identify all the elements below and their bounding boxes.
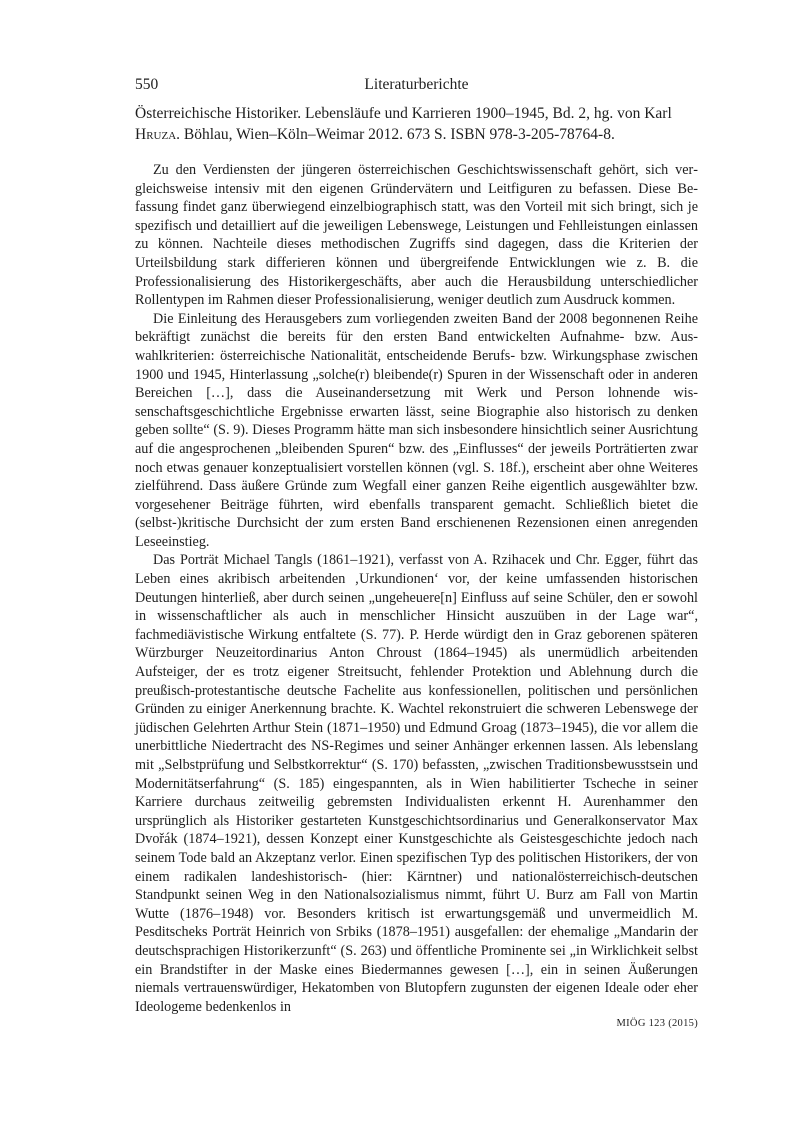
page-header bbox=[135, 76, 698, 98]
citation-publication: . Böhlau, Wien–Köln–Weimar 2012. 673 S. ISBN 978-3-205-78764-8. bbox=[176, 126, 615, 143]
editor-surname: Hruza bbox=[135, 126, 177, 143]
page-number: 550 bbox=[135, 76, 159, 93]
running-title: Literaturberichte bbox=[364, 76, 469, 93]
citation-text: Österreichische Historiker. Lebensläufe und Karrieren 1900–1945, Bd. 2, hg. von Karl bbox=[135, 105, 672, 122]
paragraph-3: Das Porträt Michael Tangls (1861–1921), verfasst von A. Rzihacek und Chr. Egger, führt das Leben eines akribisch arbeitenden ‚Urkundionen‘ vor, der keine umfassenden historischen Deutungen hinterließ, aber durch seinen „ungeheuere[n] Einfluss auf seine Schüler, den er sowohl in wissenschaftlicher als auch in menschlicher Hinsicht auszuüben in der Lage war“, fachmediävistische Wirkung entfaltete (S. 77). P. Herde würdigt den in Graz geborenen späteren Würzburger Neuzeitordinarius Anton Chroust (1864–1945) als unermüdlich arbeitenden Aufsteiger, der es trotz eigener Streitsucht, fehlender Protektion und Ablehnung durch die preußisch-protestantische deutsche Fachelite aus konfessionellen, politischen und persönlichen Gründen zu einiger Anerkennung brachte. K. Wachtel rekonstruiert die schweren Lebenswege der jüdischen Gelehrten Arthur Stein (1871–1950) und Edmund Groag (1873–1945), die vor allem die unerbittliche Niedertracht des NS-Regimes und seiner Anhänger erkennen lassen. Als lebenslang mit „Selbstprüfung und Selbstkorrektur“ (S. 170) befassten, „zwischen Traditionsbewusstsein und Modernitätserfahrung“ (S. 185) eingespannten, als in Wien habilitierter Tscheche in seiner Karriere durchaus zeitweilig gebremsten Individualisten erkennt H. Aurenhammer den ursprünglich als Historiker gestarteten Kunstgeschichtsordinarius und Generalkonservator Max Dvořák (1874–1921), dessen Konzept einer Kunstgeschichte als Geistesgeschichte jedoch nach seinem Tode bald an Akzeptanz verlor. Einen spezifischen Typ des politischen Historikers, der von einem radikalen landeshistorisch- (hier: Kärntner) und nationalösterreichisch-deutschen Standpunkt seinen Weg in den Nationalsozialismus nimmt, führt U. Burz am Fall von Martin Wutte (1876–1948) vor. Besonders kritisch ist erwartungsgemäß und unvermeidlich M. Pesditscheks Porträt Heinrich von Srbiks (1878–1951) ausgefallen: der ehemalige „Mandarin der deutschsprachigen Historikerzunft“ (S. 263) und öffentliche Prominente sei „in Wirklichkeit selbst ein Brandstifter in der Maske eines Biedermannes gewesen […], ein in seinen Äußerungen niemals vertrauenswürdiger, Hekatomben von Blutopfern zugunsten der eigenen Ideale oder eher Ideologeme bedenkenlos in bbox=[135, 552, 698, 1015]
book-citation bbox=[135, 103, 698, 145]
paragraph-2: Die Einleitung des Herausgebers zum vorliegenden zweiten Band der 2008 begonnenen Reihe bekräftigt zunächst die bereits für den ersten Band entwickelten Aufnahme- bzw. Auswahlkriterien: österreichische Nationalität, entscheidende Berufs- bzw. Wirkungsphase zwischen 1900 und 1945, Hinterlassung „solche(r) bleibende(r) Spuren in der Wissenschaft oder in anderen Bereichen […], dass die Auseinandersetzung mit Werk und Person lohnende wissenschaftsgeschichtliche Ergebnisse erwarten lässt, seine Biographie also historisch zu denken geben sollte“ (S. 9). Dieses Programm hätte man sich insbesondere hinsichtlich seiner Ausrichtung auf die angesprochenen „bleibenden Spuren“ bzw. des „Einflusses“ der jeweils Porträtierten zwar noch etwas genauer konzeptualisiert vorstellen können (vgl. S. 18f.), erscheint aber ohne Weiteres zielführend. Dass äußere Gründe zum Wegfall einer ganzen Reihe eigentlich ausgewählter bzw. vorgesehener Beiträge führten, wird ebenfalls transparent gemacht. Schließlich bietet die (selbst-)kritische Durchsicht der zum ersten Band erschienenen Rezensionen einen anregenden Leseeinstieg. bbox=[135, 310, 698, 550]
journal-footer: MIÖG 123 (2015) bbox=[616, 1018, 698, 1029]
review-body bbox=[135, 161, 698, 1016]
paragraph-1: Zu den Verdiensten der jüngeren österreichischen Geschichtswissenschaft gehört, sich vergleichsweise intensiv mit den eigenen Gründervätern und Leitfiguren zu befassen. Diese Befassung findet ganz überwiegend einzelbiographisch statt, was den Vorteil mit sich bringt, sich je spezifisch und detailliert auf die jeweiligen Lebenswege, Leistungen und Fehlleistungen einlassen zu können. Nachteile dieses methodischen Zugriffs sind dagegen, dass die Kriterien der Urteilsbildung stark differieren können und übergreifende Entwicklungen wie z. B. die Professionalisierung des Historikergeschäfts, aber auch die Herausbildung unterschiedlicher Rollentypen im Rahmen dieser Professionalisierung, weniger deutlich zum Ausdruck kommen. bbox=[135, 162, 698, 309]
